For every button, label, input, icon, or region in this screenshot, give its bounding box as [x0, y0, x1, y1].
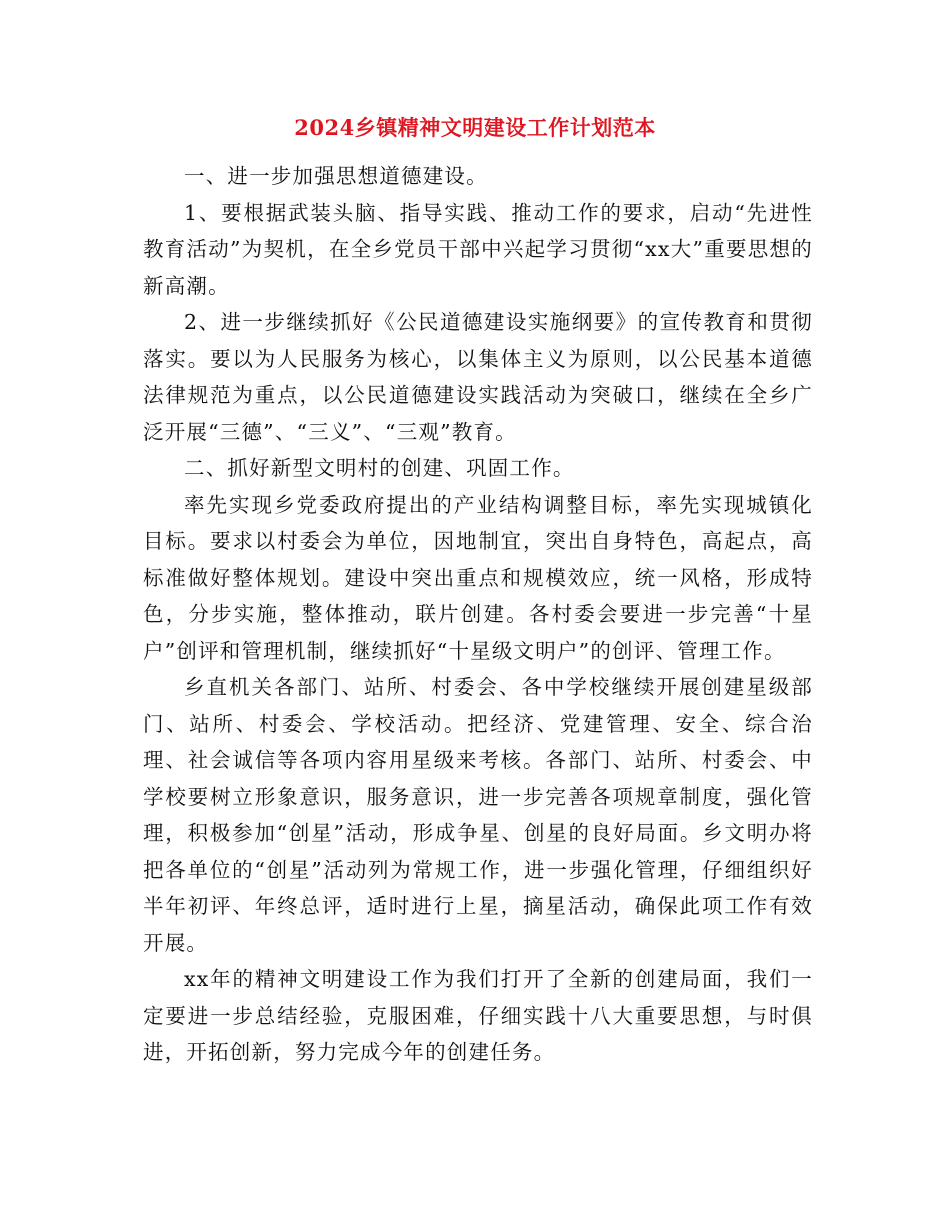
section-heading-1: 一、进一步加强思想道德建设。 [184, 164, 488, 188]
paragraph-star-rating: 乡直机关各部门、站所、村委会、各中学校继续开展创建星级部门、站所、村委会、学校活动。把经济、党建管理、安全、综合治理、社会诚信等各项内容用星级来考核。各部门、站所、村委会、中学校要树立形象意识，服务意识，进一步完善各项规章制度，强化管理，积极参加“创星”活动，形成争星、创星的良好局面。乡文明办将把各单位的“创星”活动列为常规工作，进一步强化管理，仔细组织好半年初评、年终总评，适时进行上星，摘星活动，确保此项工作有效开展。 [143, 675, 813, 955]
paragraph-conclusion: xx年的精神文明建设工作为我们打开了全新的创建局面，我们一定要进一步总结经验，克服困难，仔细实践十八大重要思想，与时俱进，开拓创新，努力完成今年的创建任务。 [143, 967, 813, 1064]
document-title: 2024乡镇精神文明建设工作计划范本 [294, 115, 656, 140]
section-heading-2: 二、抓好新型文明村的创建、巩固工作。 [184, 456, 575, 480]
document-body [143, 158, 813, 1071]
paragraph-item-1: 1、要根据武装头脑、指导实践、推动工作的要求，启动“先进性教育活动”为契机，在全乡党员干部中兴起学习贯彻“xx大”重要思想的新高潮。 [143, 200, 813, 298]
paragraph-village-creation: 率先实现乡党委政府提出的产业结构调整目标，率先实现城镇化目标。要求以村委会为单位，因地制宜，突出自身特色，高起点，高标准做好整体规划。建设中突出重点和规模效应，统一风格，形成特色，分步实施，整体推动，联片创建。各村委会要进一步完善“十星户”创评和管理机制，继续抓好“十星级文明户”的创评、管理工作。 [143, 492, 813, 663]
paragraph-item-2: 2、进一步继续抓好《公民道德建设实施纲要》的宣传教育和贯彻落实。要以为人民服务为核心，以集体主义为原则，以公民基本道德法律规范为重点，以公民道德建设实践活动为突破口，继续在全乡广泛开展“三德”、“三义”、“三观”教育。 [143, 310, 813, 444]
